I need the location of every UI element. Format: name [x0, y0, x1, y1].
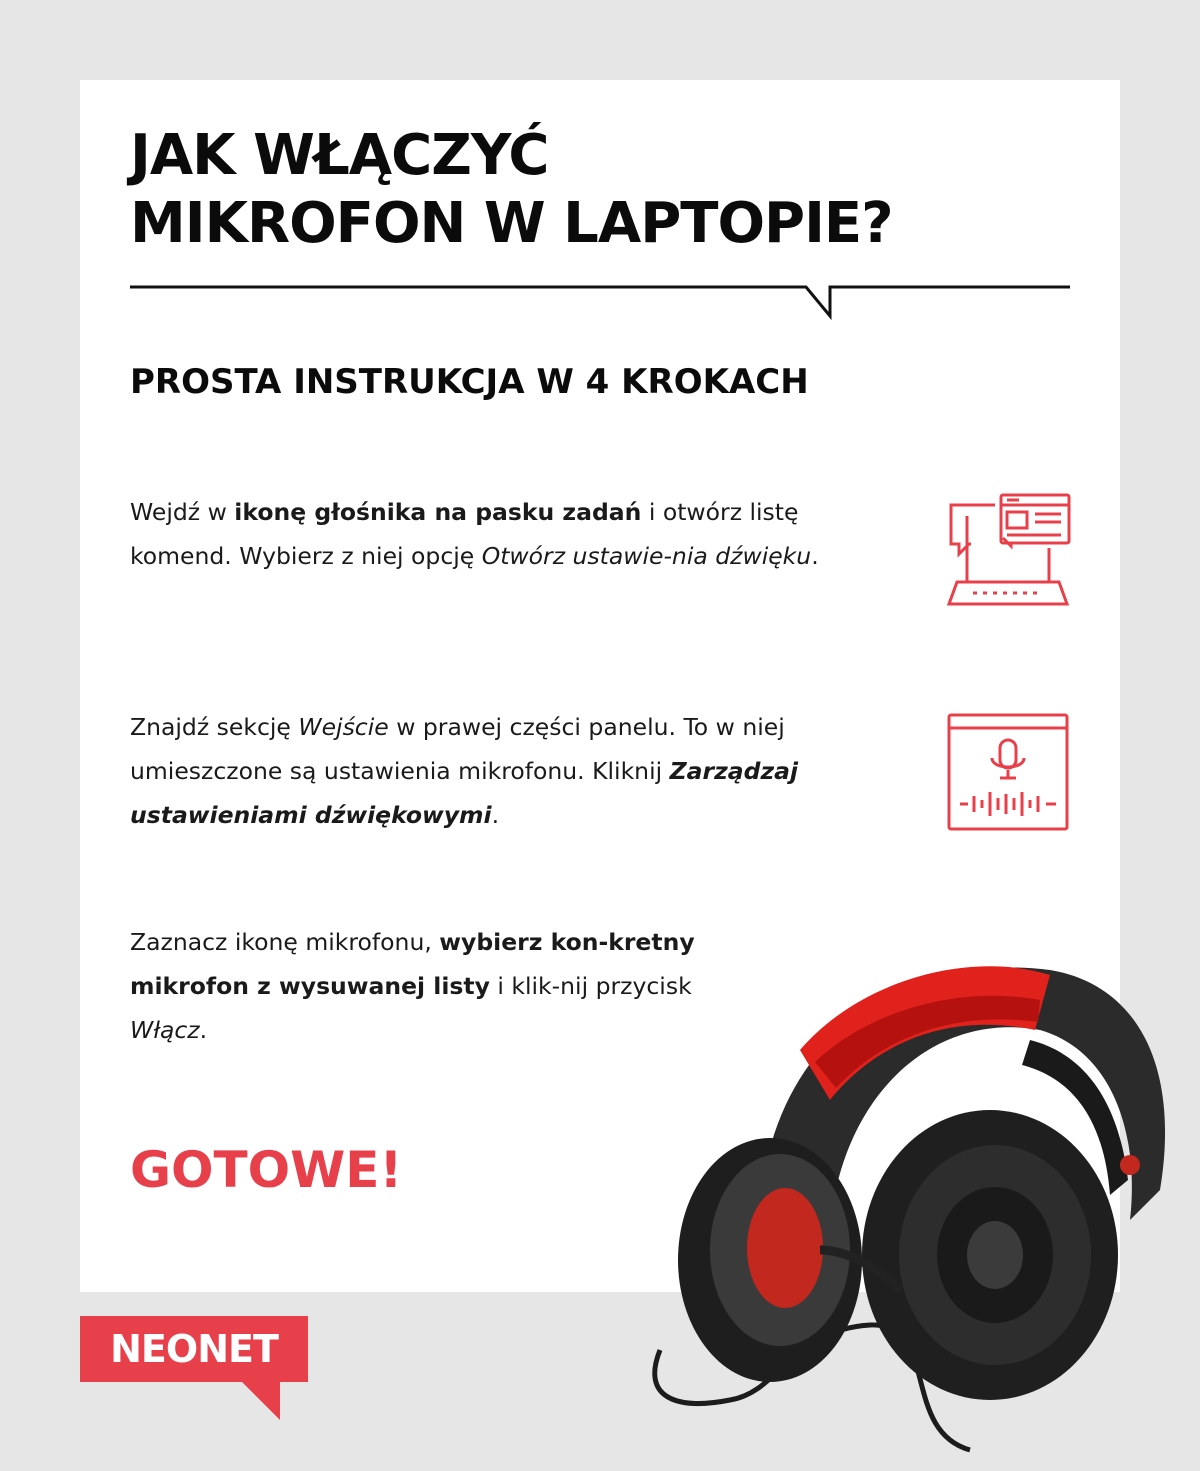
step-2-text: Znajdź sekcję Wejście w prawej części panelu. To w niej umieszczone są ustawienia mikrofonu. Kliknij Zarządzaj ustawieniami dźwiękowymi.	[130, 713, 799, 829]
microphone-window-icon	[946, 712, 1070, 832]
page-title	[130, 122, 1090, 258]
title-line-1: JAK WŁĄCZYĆ	[130, 123, 549, 188]
headset-image	[640, 930, 1180, 1471]
subtitle: PROSTA INSTRUKCJA W 4 KROKACH	[130, 362, 809, 402]
title-line-2: MIKROFON W LAPTOPIE?	[130, 191, 893, 256]
speech-bubble-underline	[130, 284, 1072, 320]
laptop-chat-icon	[945, 492, 1073, 608]
neonet-logo-text: NEONET	[110, 1327, 278, 1371]
step-3-text: Zaznacz ikonę mikrofonu, wybierz kon-kretny mikrofon z wysuwanej listy i klik-nij przycisk Włącz.	[130, 928, 695, 1044]
step-1-text: Wejdź w ikonę głośnika na pasku zadań i otwórz listę komend. Wybierz z niej opcję Otwórz ustawie-nia dźwięku.	[130, 498, 819, 570]
done-heading: GOTOWE!	[130, 1141, 403, 1199]
